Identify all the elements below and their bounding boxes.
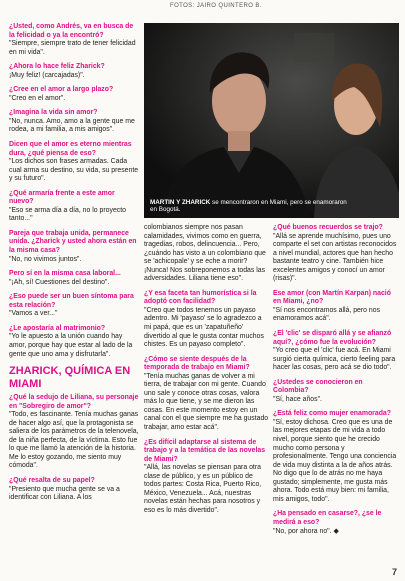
qa-item <box>9 109 140 135</box>
question: ¿Cree en el amor a largo plazo? <box>9 86 114 94</box>
qa-item <box>9 63 140 80</box>
question: ¿Qué buenos recuerdos se trajo? <box>273 224 383 231</box>
caption-names: MARTIN Y ZHARICK <box>150 198 211 206</box>
question: ¿Es difícil adaptarse al sistema de trabajo y a la temática de las novelas de Miami? <box>144 438 266 463</box>
question: Dicen que el amor es eterno mientras dura, ¿qué piensa de eso? <box>9 141 132 157</box>
caption-text: se mencontraron en Miami, pero se enamoraron en Bogotá. <box>150 198 347 214</box>
qa-item <box>9 394 140 471</box>
photo-credit: FOTOS: JAIRO QUINTERO B. <box>170 3 262 9</box>
answer: "No, no vivimos juntos". <box>9 255 82 263</box>
qa-item <box>273 330 398 373</box>
qa-list-3 <box>273 224 398 536</box>
question: Ese amor (con Martín Karpan) nació en Miami, ¿no? <box>273 289 391 306</box>
photo-caption <box>150 199 350 214</box>
question: ¿Cómo se siente después de la temporada de trabajo en Miami? <box>144 355 250 372</box>
qa-item <box>273 290 398 324</box>
question: ¿Le apostaría al matrimonio? <box>9 324 106 332</box>
answer: ¡Muy feliz! (carcajadas)". <box>9 71 85 79</box>
qa-item <box>273 224 398 284</box>
question: ¿Ustedes se conocieron en Colombia? <box>273 378 363 395</box>
qa-item <box>9 293 140 319</box>
question: Pareja que trabaja unida, permanece unida. ¿Zharick y usted ahora están en la misma casa? <box>9 229 137 255</box>
answer: "¡Ah, sí! Cuestiones del destino". <box>9 278 110 286</box>
qa-item <box>273 379 398 405</box>
answer: "Siempre, siempre trato de tener felicidad en mi vida". <box>9 40 136 56</box>
question: ¿Qué la sedujo de Liliana, su personaje en "Sobregiro de amor"? <box>9 394 139 410</box>
qa-item <box>144 439 269 516</box>
qa-item <box>9 230 140 264</box>
answer: "Vamos a ver..." <box>9 310 58 318</box>
answer: "No, por ahora no". <box>273 527 332 535</box>
qa-item <box>9 23 140 57</box>
answer: "Yo creo que el 'clic' fue acá. En Miami surgió cierta química, cierto feeling para hacer las cosas, pero acá se dio todo". <box>273 347 396 372</box>
answer: "Eso se arma día a día, no lo proyecto tanto..." <box>9 206 126 223</box>
qa-item <box>144 356 269 433</box>
answer: "No, nunca. Amo, amo a la gente que me rodea, a mi familia, a mis amigos". <box>9 117 135 134</box>
qa-item <box>273 410 398 504</box>
end-mark: ◆ <box>333 527 339 535</box>
answer: "Allá, las novelas se piensan para otra clase de público, y es un público de todos partes: Costa Rica, Puerto Rico, México, Venezuela... Acá, nuestras novelas están hechas para nosotros y eso es lo más divertido". <box>144 464 262 514</box>
column-2 <box>144 224 269 522</box>
question: ¿El 'clic' se disparó allá y se afianzó aquí?, ¿cómo fue la evolución? <box>273 330 392 346</box>
page-number: 7 <box>391 567 397 577</box>
question: ¿Imagina la vida sin amor? <box>9 109 98 117</box>
question: ¿Qué resalta de su papel? <box>9 476 95 484</box>
qa-item <box>9 141 140 184</box>
answer: "Los dichos son frases armadas. Cada cual arma su destino, su vida, su presente y su futuro". <box>9 158 139 183</box>
paragraph-continuation: colombianos siempre nos pasan calamidades, vivimos como en guerra, tragedias, robos, delincuencia... Pero, ¿cuándo has visto a un colombiano que se 'achicopale' y se eche a morir? ¡Nunca! Nos sobreponemos a todas las adversidades. Liliana tiene eso". <box>144 224 266 283</box>
column-1 <box>9 23 140 509</box>
qa-list-1 <box>9 23 140 359</box>
qa-item <box>9 86 140 103</box>
answer: "Sí nos encontramos allá, pero nos enamoramos acá". <box>273 306 381 323</box>
qa-item <box>144 290 269 350</box>
answer: "Sí, hace años". <box>273 395 322 403</box>
qa-item <box>9 477 140 503</box>
question: ¿Ha pensado en casarse?, ¿se le medirá a eso? <box>273 510 382 526</box>
question: ¿Y esa faceta tan humorística si la adoptó con facilidad? <box>144 289 257 306</box>
answer: "Allá se aprende muchísimo, pues uno comparte el set con artistas reconocidos a nivel mundial, actores que han hecho bastante teatro y cine. También hice excelentes amigos y conocí un amor (risas)". <box>273 232 397 283</box>
question: Pero sí en la misma casa laboral... <box>9 270 121 278</box>
couple-photo-illustration <box>144 23 399 218</box>
answer: "Tenía muchas ganas de volver a mi tierra, de trabajar con mi gente. Cuando uno sale y conoce otras cosas, valora más lo que tiene, y se me dieron las cosas. En este momento estoy en un canal con el que siempre me ha gustado trabajar, amo estar acá". <box>144 372 269 432</box>
question: ¿Ahora lo hace feliz Zharick? <box>9 63 105 71</box>
answer: "Creo que todos tenemos un payaso adentro. Mi 'payaso' se lo agradezco a mi papá, que es un 'zapatuñeño' divertido al que le gusta contar muchos chistes. Es un payaso completo". <box>144 306 264 349</box>
answer: "Todo, es fascinante. Tenía muchas ganas de hacer algo así, que la protagonista se saliera de los parámetros de la telenovela, de la niña perfecta, de la víctima. Esto fue lo que me llamó la atención de la historia. Me lo estoy gozando, me siento muy cómoda". <box>9 411 139 470</box>
qa-list-2 <box>144 290 269 516</box>
photo-martin-zharick <box>144 23 399 218</box>
section-heading: ZHARICK, QUÍMICA EN MIAMI <box>9 365 131 390</box>
answer: "Presiento que mucha gente se va a identificar con Liliana. A los <box>9 485 120 502</box>
qa-item <box>9 325 140 359</box>
qa-item <box>9 190 140 224</box>
question: ¿Está feliz como mujer enamorada? <box>273 410 391 418</box>
qa-item <box>273 510 398 536</box>
question: ¿Qué armaría frente a este amor nuevo? <box>9 189 115 206</box>
answer: "Yo le apuesto a la unión cuando hay amor, porque hay que estar al lado de la gente que uno ama y disfrutarla". <box>9 333 133 358</box>
qa-list-1b <box>9 394 140 503</box>
question: ¿Usted, como Andrés, va en busca de la felicidad o ya la encontró? <box>9 23 134 39</box>
qa-item <box>9 270 140 287</box>
answer: "Sí, estoy dichosa. Creo que es una de las mejores etapas de mi vida a todo nivel, porque siento que he crecido mucho como persona y profesionalmente. Tengo una conciencia de vida muy distinta a la de años atrás. No digo que lo de atrás no me haya gustado; simplemente, me gusta más ahora. Todo está muy bien: mi familia, mis amigos, todo". <box>273 418 397 503</box>
column-3 <box>273 224 398 542</box>
question: ¿Eso puede ser un buen síntoma para esta relación? <box>9 293 134 309</box>
answer: "Creo en el amor". <box>9 94 66 102</box>
